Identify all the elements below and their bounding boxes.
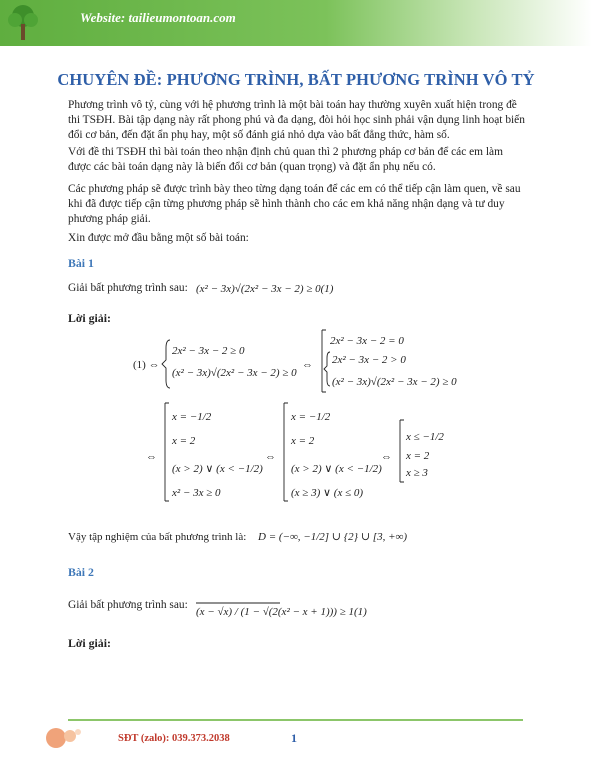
sys1-line-2: (x² − 3x)√(2x² − 3x − 2) ≥ 0 — [172, 367, 297, 379]
sys4-line-1: x = −1/2 — [291, 411, 331, 423]
intro-paragraph-3: Các phương pháp sẽ được trình bày theo từng dạng toán để các em có thể tiếp cận làm quen, về sau khi đã được tiếp cận từng phương pháp sẽ hình thành cho các em khả năng nhận dạng và tư duy phương pháp giải. — [68, 183, 521, 225]
step1-lhs: (1) ⇔ — [133, 359, 160, 371]
brace-2 — [324, 352, 330, 386]
website-url: Website: tailieumontoan.com — [80, 10, 236, 25]
sys4-line-2: x = 2 — [291, 435, 315, 447]
sys2-line-2: 2x² − 3x − 2 > 0 — [332, 354, 406, 366]
footer-circles-icon — [44, 723, 84, 753]
sys5-line-2: x = 2 — [406, 450, 430, 462]
intro-paragraph-1: Phương trình vô tỷ, cùng với hệ phương trình là một bài toán hay thường xuyên xuất hiện trong đề thi TSĐH. Bài tập dạng này rất phong phú và đa dạng, đòi hỏi học sinh phải vận dụng linh hoạt biến đổi cơ bản, đến đặt ẩn phụ hay, một số đánh giá nhỏ dựa vào bất đẳng thức, hàm số. — [68, 99, 525, 141]
sys2-line-3: (x² − 3x)√(2x² − 3x − 2) ≥ 0 — [332, 376, 457, 388]
sys3-line-1: x = −1/2 — [172, 411, 212, 423]
page-number: 1 — [291, 731, 297, 745]
bai2-problem-formula: (x − √x) / (1 − √(2(x² − x + 1))) ≥ 1(1) — [196, 606, 367, 618]
conclusion-text: Vậy tập nghiệm của bất phương trình là: — [68, 531, 247, 543]
bai2-problem-text: Giải bất phương trình sau: — [68, 599, 188, 611]
sys3-line-2: x = 2 — [172, 435, 196, 447]
bai1-problem-text: Giải bất phương trình sau: — [68, 282, 188, 294]
sys4-line-4: (x ≥ 3) ∨ (x ≤ 0) — [291, 487, 364, 499]
bai1-label: Bài 1 — [68, 256, 94, 270]
bai1-solution-label: Lời giải: — [68, 311, 111, 325]
equiv-2: ⇔ — [146, 451, 157, 463]
equiv-1: ⇔ — [302, 359, 313, 371]
bai2-label: Bài 2 — [68, 565, 94, 579]
page-title: CHUYÊN ĐỀ: PHƯƠNG TRÌNH, BẤT PHƯƠNG TRÌNH VÔ TỶ — [57, 70, 535, 89]
sys4-line-3: (x > 2) ∨ (x < −1/2) — [291, 463, 382, 475]
footer-divider — [68, 719, 523, 721]
bai2-solution-label: Lời giải: — [68, 636, 111, 650]
footer-contact: SĐT (zalo): 039.373.2038 — [118, 733, 230, 744]
sys2-line-1: 2x² − 3x − 2 = 0 — [330, 335, 404, 347]
conclusion-formula: D = (−∞, −1/2] ∪ {2} ∪ [3, +∞) — [258, 531, 407, 543]
sys3-line-3: (x > 2) ∨ (x < −1/2) — [172, 463, 263, 475]
intro-paragraph-2: Với đề thi TSĐH thì bài toán theo nhận định chủ quan thì 2 phương pháp cơ bản để các em làm được các bài toán dạng này là biến đổi cơ bản (quan trọng) và đặt ẩn phụ nếu có. — [68, 146, 503, 173]
sys1-line-1: 2x² − 3x − 2 ≥ 0 — [172, 345, 245, 357]
sys5-line-3: x ≥ 3 — [406, 467, 428, 479]
sys5-line-1: x ≤ −1/2 — [406, 431, 444, 443]
equiv-4: ⇔ — [381, 451, 392, 463]
equiv-3: ⇔ — [265, 451, 276, 463]
intro-paragraph-4: Xin được mở đầu bằng một số bài toán: — [68, 232, 249, 244]
sys3-line-4: x² − 3x ≥ 0 — [172, 487, 221, 499]
brace-1 — [162, 340, 170, 388]
bai1-problem-formula: (x² − 3x)√(2x² − 3x − 2) ≥ 0(1) — [196, 283, 334, 295]
